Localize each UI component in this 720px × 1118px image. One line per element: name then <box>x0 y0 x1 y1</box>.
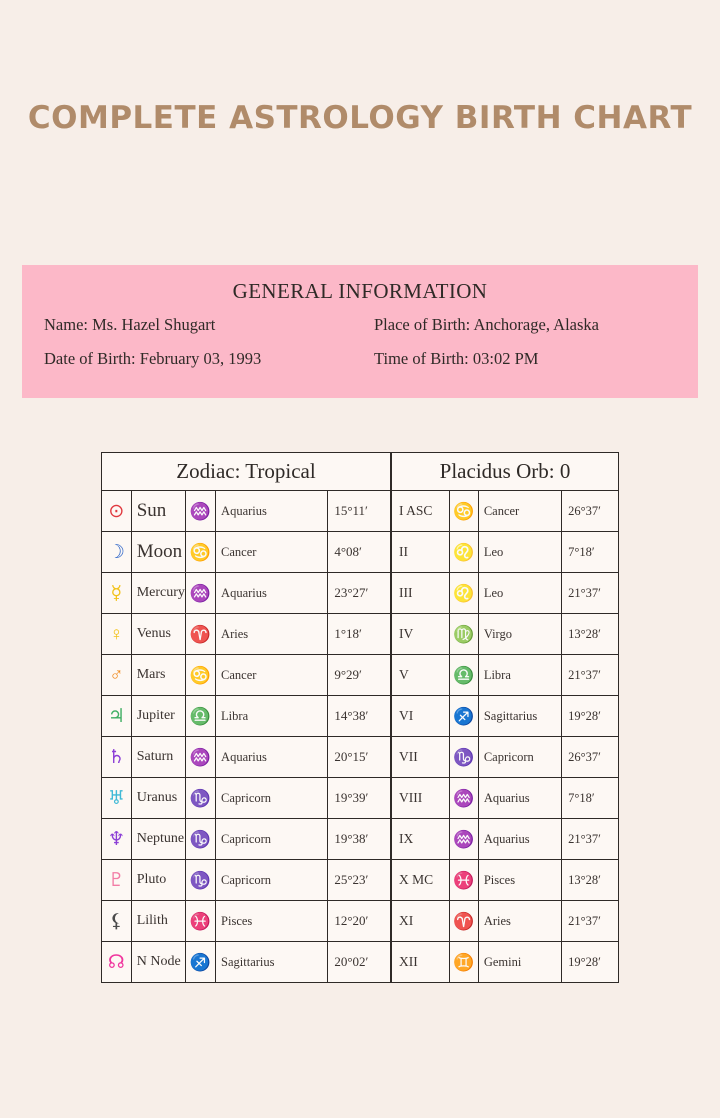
zodiac-sign-icon: ♒ <box>450 819 479 860</box>
planet-degree: 9°29′ <box>328 655 391 696</box>
general-information-heading: GENERAL INFORMATION <box>232 279 488 303</box>
planet-glyph-icon: ⊙ <box>102 491 132 532</box>
general-information-grid <box>22 315 698 369</box>
zodiac-sign-name: Cancer <box>478 491 561 532</box>
zodiac-sign-name: Sagittarius <box>478 696 561 737</box>
table-row <box>102 573 391 614</box>
planet-name: Pluto <box>131 860 185 901</box>
house-degree: 19°28′ <box>562 942 619 983</box>
planet-glyph-icon: ♃ <box>102 696 132 737</box>
planet-degree: 14°38′ <box>328 696 391 737</box>
table-row <box>102 901 391 942</box>
house-degree: 7°18′ <box>562 532 619 573</box>
house-degree: 21°37′ <box>562 901 619 942</box>
table-row <box>102 614 391 655</box>
table-row <box>392 819 619 860</box>
houses-table-header: Placidus Orb: 0 <box>392 453 619 491</box>
planet-degree: 23°27′ <box>328 573 391 614</box>
house-number: II <box>392 532 450 573</box>
zodiac-sign-icon: ♑ <box>185 819 215 860</box>
zodiac-sign-name: Virgo <box>478 614 561 655</box>
time-of-birth-field: Time of Birth: 03:02 PM <box>374 349 539 368</box>
date-of-birth-field: Date of Birth: February 03, 1993 <box>44 349 262 368</box>
house-number: X MC <box>392 860 450 901</box>
house-degree: 21°37′ <box>562 655 619 696</box>
planet-glyph-icon: ♀ <box>102 614 132 655</box>
planet-degree: 20°02′ <box>328 942 391 983</box>
zodiac-sign-icon: ♎ <box>450 655 479 696</box>
planet-name: Mars <box>131 655 185 696</box>
zodiac-sign-name: Gemini <box>478 942 561 983</box>
planet-degree: 1°18′ <box>328 614 391 655</box>
house-number: IX <box>392 819 450 860</box>
zodiac-sign-icon: ♓ <box>185 901 215 942</box>
zodiac-sign-icon: ♋ <box>450 491 479 532</box>
table-row <box>392 532 619 573</box>
table-row <box>392 860 619 901</box>
zodiac-sign-icon: ♑ <box>185 778 215 819</box>
zodiac-sign-name: Aquarius <box>216 573 328 614</box>
planets-table <box>101 452 391 983</box>
zodiac-sign-name: Pisces <box>216 901 328 942</box>
zodiac-sign-icon: ♒ <box>185 573 215 614</box>
house-degree: 26°37′ <box>562 737 619 778</box>
zodiac-sign-icon: ♑ <box>450 737 479 778</box>
planet-glyph-icon: ♄ <box>102 737 132 778</box>
table-row <box>102 491 391 532</box>
table-row <box>392 573 619 614</box>
zodiac-sign-name: Aquarius <box>478 819 561 860</box>
zodiac-sign-icon: ♈ <box>450 901 479 942</box>
table-row <box>102 655 391 696</box>
table-row <box>392 491 619 532</box>
zodiac-sign-name: Leo <box>478 532 561 573</box>
zodiac-sign-icon: ♐ <box>450 696 479 737</box>
place-of-birth-field: Place of Birth: Anchorage, Alaska <box>374 315 599 334</box>
table-row <box>102 532 391 573</box>
name-field: Name: Ms. Hazel Shugart <box>44 315 216 334</box>
planet-name: Lilith <box>131 901 185 942</box>
planet-degree: 19°39′ <box>328 778 391 819</box>
house-number: VIII <box>392 778 450 819</box>
planet-name: N Node <box>131 942 185 983</box>
table-row <box>392 614 619 655</box>
zodiac-sign-icon: ♐ <box>185 942 215 983</box>
zodiac-sign-name: Capricorn <box>216 819 328 860</box>
table-row <box>102 737 391 778</box>
zodiac-sign-icon: ♒ <box>450 778 479 819</box>
zodiac-sign-icon: ♋ <box>185 532 215 573</box>
page-title: COMPLETE ASTROLOGY BIRTH CHART <box>27 100 693 136</box>
zodiac-sign-name: Libra <box>216 696 328 737</box>
house-degree: 21°37′ <box>562 573 619 614</box>
zodiac-sign-name: Capricorn <box>216 778 328 819</box>
table-row <box>392 901 619 942</box>
zodiac-sign-name: Cancer <box>216 655 328 696</box>
planet-glyph-icon: ♅ <box>102 778 132 819</box>
planet-name: Mercury <box>131 573 185 614</box>
table-row <box>102 778 391 819</box>
planet-glyph-icon: ☿ <box>102 573 132 614</box>
zodiac-sign-name: Aquarius <box>478 778 561 819</box>
house-number: IV <box>392 614 450 655</box>
table-row <box>102 860 391 901</box>
table-row <box>392 737 619 778</box>
house-degree: 7°18′ <box>562 778 619 819</box>
planet-glyph-icon: ♂ <box>102 655 132 696</box>
zodiac-sign-name: Leo <box>478 573 561 614</box>
planet-name: Jupiter <box>131 696 185 737</box>
zodiac-sign-name: Cancer <box>216 532 328 573</box>
table-row <box>102 819 391 860</box>
houses-table-body <box>392 491 619 983</box>
house-degree: 21°37′ <box>562 819 619 860</box>
planet-name: Saturn <box>131 737 185 778</box>
house-number: I ASC <box>392 491 450 532</box>
house-number: III <box>392 573 450 614</box>
zodiac-sign-name: Capricorn <box>478 737 561 778</box>
house-number: XI <box>392 901 450 942</box>
table-row <box>392 778 619 819</box>
zodiac-sign-icon: ♌ <box>450 532 479 573</box>
planet-degree: 19°38′ <box>328 819 391 860</box>
planet-name: Sun <box>131 491 185 532</box>
house-number: VII <box>392 737 450 778</box>
house-degree: 19°28′ <box>562 696 619 737</box>
planet-name: Neptune <box>131 819 185 860</box>
zodiac-sign-name: Aries <box>478 901 561 942</box>
planets-table-body <box>102 491 391 983</box>
zodiac-sign-name: Libra <box>478 655 561 696</box>
houses-table <box>391 452 619 983</box>
zodiac-sign-name: Aries <box>216 614 328 655</box>
planet-degree: 20°15′ <box>328 737 391 778</box>
zodiac-sign-icon: ♍ <box>450 614 479 655</box>
zodiac-sign-name: Sagittarius <box>216 942 328 983</box>
planet-glyph-icon: ☊ <box>102 942 132 983</box>
zodiac-sign-icon: ♋ <box>185 655 215 696</box>
zodiac-sign-name: Pisces <box>478 860 561 901</box>
planets-table-header: Zodiac: Tropical <box>102 453 391 491</box>
house-degree: 13°28′ <box>562 614 619 655</box>
planet-name: Moon <box>131 532 185 573</box>
zodiac-sign-icon: ♓ <box>450 860 479 901</box>
zodiac-sign-name: Aquarius <box>216 491 328 532</box>
general-information-panel <box>22 265 698 398</box>
zodiac-sign-name: Aquarius <box>216 737 328 778</box>
table-row <box>392 942 619 983</box>
planet-glyph-icon: ⚸ <box>102 901 132 942</box>
zodiac-sign-icon: ♒ <box>185 737 215 778</box>
table-row <box>102 696 391 737</box>
planet-name: Venus <box>131 614 185 655</box>
zodiac-sign-icon: ♑ <box>185 860 215 901</box>
house-number: XII <box>392 942 450 983</box>
planet-name: Uranus <box>131 778 185 819</box>
house-degree: 26°37′ <box>562 491 619 532</box>
house-number: V <box>392 655 450 696</box>
zodiac-sign-name: Capricorn <box>216 860 328 901</box>
planet-glyph-icon: ♆ <box>102 819 132 860</box>
birth-chart-page <box>0 100 720 1118</box>
zodiac-sign-icon: ♒ <box>185 491 215 532</box>
planet-degree: 12°20′ <box>328 901 391 942</box>
planet-degree: 25°23′ <box>328 860 391 901</box>
planet-degree: 15°11′ <box>328 491 391 532</box>
planet-glyph-icon: ♇ <box>102 860 132 901</box>
planet-glyph-icon: ☽ <box>102 532 132 573</box>
house-number: VI <box>392 696 450 737</box>
table-row <box>102 942 391 983</box>
table-row <box>392 696 619 737</box>
zodiac-sign-icon: ♎ <box>185 696 215 737</box>
zodiac-sign-icon: ♊ <box>450 942 479 983</box>
zodiac-sign-icon: ♈ <box>185 614 215 655</box>
house-degree: 13°28′ <box>562 860 619 901</box>
table-row <box>392 655 619 696</box>
chart-tables <box>101 452 619 983</box>
planet-degree: 4°08′ <box>328 532 391 573</box>
zodiac-sign-icon: ♌ <box>450 573 479 614</box>
